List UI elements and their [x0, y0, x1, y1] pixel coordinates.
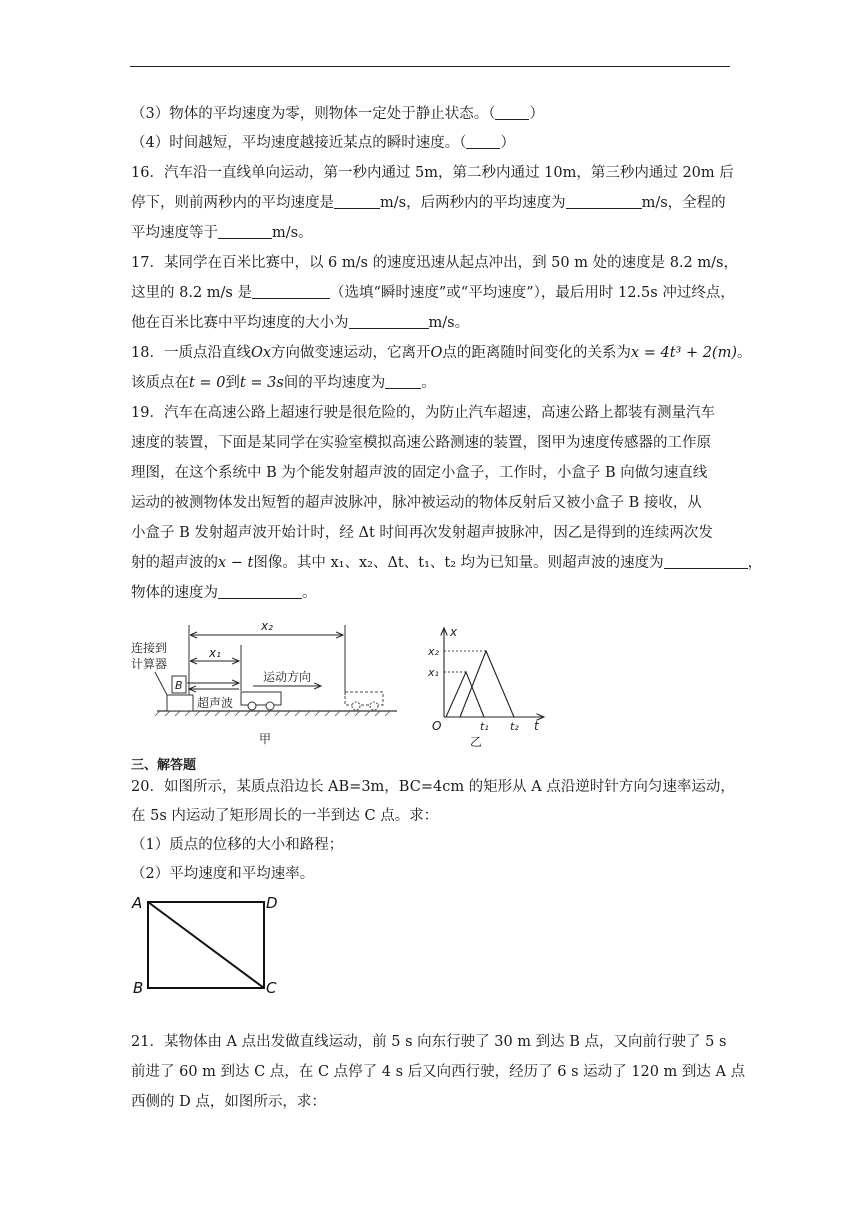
- q18-line1: 18．一质点沿直线Ox方向做变速运动，它离开O点的距离随时间变化的关系为x = 4t³ + 2(m)。: [131, 345, 752, 361]
- vertex-a: A: [132, 894, 143, 912]
- box-b-label: B: [175, 679, 183, 692]
- q16-line2: 停下，则前两秒内的平均速度是 m/s，后两秒内的平均速度为 m/s，全程的: [131, 195, 726, 211]
- q20-sub1: （1）质点的位移的大小和路程；: [131, 837, 344, 853]
- q21-line1: 21．某物体由 A 点出发做直线运动，前 5 s 向东行驶了 30 m 到达 B 点，又向前行驶了 5 s: [131, 1034, 727, 1050]
- answer-blank: [218, 584, 302, 599]
- answer-blank: [385, 374, 421, 389]
- caption-jia: 甲: [259, 732, 272, 746]
- q19-line4: 运动的被测物体发出短暂的超声波脉冲，脉冲被运动的物体反射后又被小盒子 B 接收，从: [131, 495, 702, 511]
- label-connect-line2: 计算器: [131, 657, 168, 671]
- answer-blank: [466, 134, 500, 149]
- q20-line2: 在 5s 内运动了矩形周长的一半到达 C 点。求：: [131, 808, 439, 824]
- vertex-d: D: [266, 894, 278, 912]
- label-connect-line1: 连接到: [131, 641, 168, 655]
- item-3: （3）物体的平均速度为零，则物体一定处于静止状态。（ ）: [131, 106, 544, 122]
- origin-label: O: [432, 719, 442, 733]
- q16-line1: 16．汽车沿一直线单向运动，第一秒内通过 5m，第二秒内通过 10m，第三秒内通过 20m 后: [131, 165, 734, 181]
- answer-blank: [664, 554, 748, 569]
- answer-blank: [252, 284, 330, 299]
- q19-line1: 19．汽车在高速公路上超速行驶是很危险的，为防止汽车超速，高速公路上都装有测量汽车: [131, 405, 715, 421]
- answer-blank: [349, 314, 429, 329]
- item-4: （4）时间越短，平均速度越接近某点的瞬时速度。（ ）: [131, 135, 515, 151]
- section-title: 三、解答题: [131, 758, 197, 773]
- q16-line3: 平均速度等于 m/s。: [131, 225, 313, 241]
- answer-blank: [218, 224, 272, 239]
- figure-yi: [422, 622, 552, 750]
- q20-sub2: （2）平均速度和平均速率。: [131, 866, 315, 882]
- position-formula: x = 4t³ + 2(m): [630, 345, 737, 361]
- q20-line1: 20．如图所示，某质点沿边长 AB=3m，BC=4cm 的矩形从 A 点沿逆时针方向匀速率运动，: [131, 779, 735, 795]
- q19-line7: 物体的速度为 。: [131, 585, 317, 601]
- axis-t-label: t: [534, 719, 539, 733]
- q19-line6: 射的超声波的x − t图像。其中 x₁、x₂、Δt、t₁、t₂ 均为已知量。则超声波的速度为 ，: [131, 555, 763, 571]
- tick-t1: t₁: [480, 720, 489, 733]
- dim-x1: x₁: [209, 646, 221, 660]
- answer-blank: [334, 194, 380, 209]
- tick-x2: x₂: [428, 645, 439, 658]
- q17-line1: 17．某同学在百米比赛中，以 6 m/s 的速度迅速从起点冲出，到 50 m 处的速度是 8.2 m/s，: [131, 255, 738, 271]
- answer-blank: [495, 105, 529, 120]
- label-direction: 运动方向: [263, 670, 312, 684]
- q17-line2: 这里的 8.2 m/s 是 （选填“瞬时速度”或“平均速度”），最后用时 12.5s 冲过终点，: [131, 285, 735, 301]
- tick-t2: t₂: [510, 720, 519, 733]
- tick-x1: x₁: [428, 666, 439, 679]
- figure-jia: [125, 615, 405, 750]
- vertex-c: C: [266, 979, 277, 997]
- q19-line5: 小盒子 B 发射超声波开始计时，经 Δt 时间再次发射超声披脉冲，因乙是得到的连续两次发: [131, 525, 713, 541]
- label-ultrasonic: 超声波: [197, 696, 234, 710]
- q19-line2: 速度的装置，下面是某同学在实验室模拟高速公路测速的装置，图甲为速度传感器的工作原: [131, 435, 711, 451]
- q21-line3: 西侧的 D 点，如图所示，求：: [131, 1094, 326, 1110]
- header-rule: [130, 66, 730, 67]
- q17-line3: 他在百米比赛中平均速度的大小为 m/s。: [131, 315, 470, 331]
- q21-line2: 前进了 60 m 到达 C 点，在 C 点停了 4 s 后又向西行驶，经历了 6 s 运动了 120 m 到达 A 点: [131, 1064, 746, 1080]
- q18-line2: 该质点在t = 0到t = 3s间的平均速度为 。: [131, 375, 436, 391]
- figure-rectangle: [128, 890, 288, 1000]
- answer-blank: [566, 194, 642, 209]
- q19-line3: 理图，在这个系统中 B 为个能发射超声波的固定小盒子，工作时，小盒子 B 向做匀速直线: [131, 465, 708, 481]
- dim-x2: x₂: [261, 619, 273, 633]
- axis-x-label: x: [450, 625, 458, 639]
- caption-yi: 乙: [470, 735, 483, 749]
- vertex-b: B: [133, 979, 144, 997]
